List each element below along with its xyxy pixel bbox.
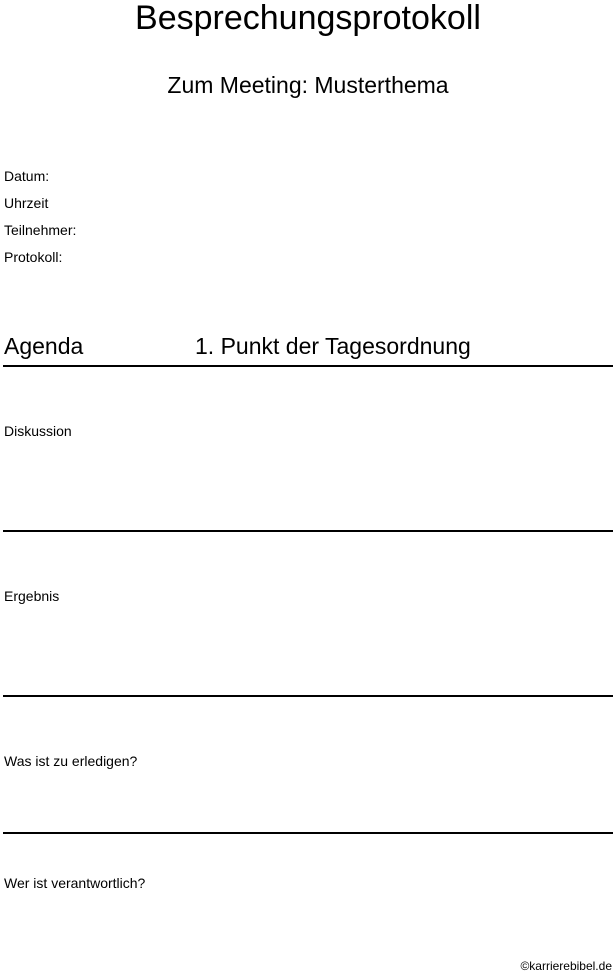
copyright-footer: ©karrierebibel.de [520,959,612,973]
date-label: Datum: [4,168,50,184]
responsible-label: Wer ist verantwortlich? [4,875,146,891]
result-label: Ergebnis [4,588,60,604]
agenda-divider [3,365,613,367]
result-divider [3,695,613,697]
meeting-subtitle: Zum Meeting: Musterthema [167,72,449,98]
todo-label: Was ist zu erledigen? [4,753,138,769]
time-label: Uhrzeit [4,195,49,211]
document-title: Besprechungsprotokoll [135,0,481,37]
discussion-divider [3,530,613,532]
participants-label: Teilnehmer: [4,222,77,238]
agenda-heading: Agenda [4,333,84,359]
agenda-item-title: 1. Punkt der Tagesordnung [195,333,471,359]
discussion-label: Diskussion [4,423,72,439]
minutes-taker-label: Protokoll: [4,249,63,265]
todo-divider [3,832,613,834]
